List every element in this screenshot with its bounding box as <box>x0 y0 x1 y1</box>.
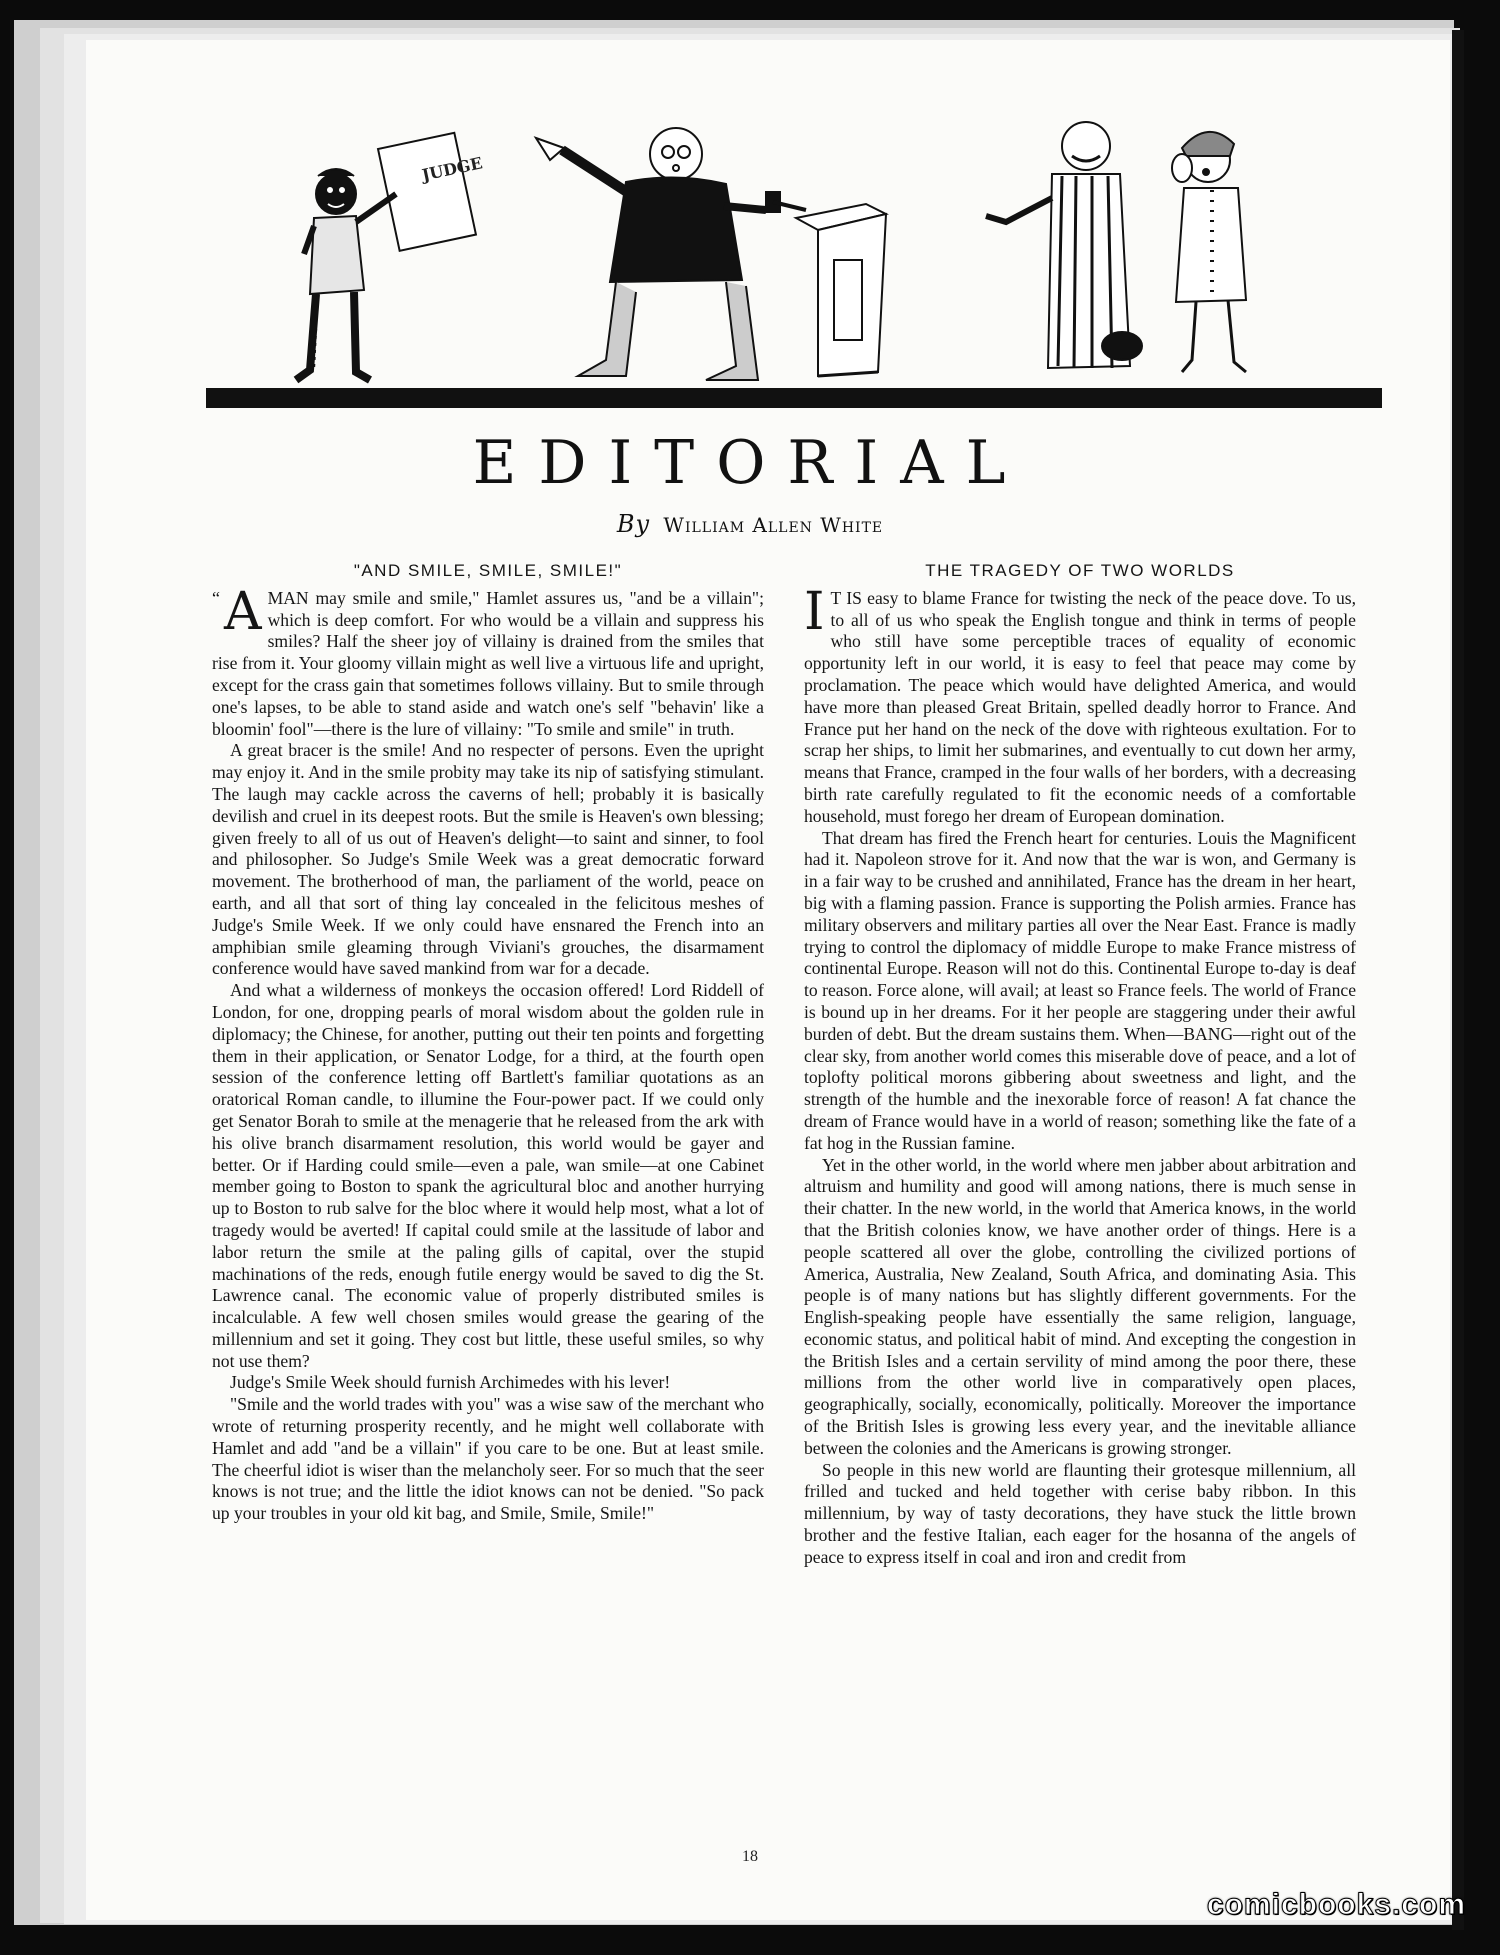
lead-text: T IS easy to blame France for twisting the neck of the peace dove. To us, to all of us who speak the English tongue and think in terms of people who still have some perceptible traces of equality of economic opportunity left in our world, it is easy to feel that peace may come by proclamation. The peace which would have delighted America, and would have more than pleased Great Britain, spelled deadly horror to France. And France put her hand on the neck of the dove with righteous exultation. For to scrap her ships, to limit her submarines, and eventually to cut down her army, means that France, cramped in the four walls of her borders, with a decreasing birth rate carefully regulated to fit the economic needs of a comfortable household, must forego her dream of European domination. <box>804 587 1356 826</box>
paragraph: Judge's Smile Week should furnish Archimedes with his lever! <box>230 1372 671 1393</box>
paragraph: So people in this new world are flaunting their grotesque millennium, all frilled and tucked and held together with cerise baby ribbon. In this millennium, by way of tasty decorations, they have stuck the little brown brother and the festive Italian, each eager for the hosanna of the angels of peace to express itself in coal and iron and credit from <box>804 1459 1356 1567</box>
left-column <box>212 560 764 1525</box>
lead-text: MAN may smile and smile," Hamlet assures us, "and be a villain"; which is deep comfort. For who would be a villain and suppress his smiles? Half the sheer joy of villainy is drained from the smiles that rise from it. Your gloomy villain might as well live a virtuous life and upright, except for the crass gain that sometimes follows villainy. But to smile through one's lapses, to be able to stand aside and watch one's self "behavin' like a bloomin' fool"—there is the lure of villainy: "To smile and smile" in truth. <box>212 587 764 739</box>
paragraph: A great bracer is the smile! And no respecter of persons. Even the upright may enjoy it. And in the smile probity may take its nip of satisfying stimulant. The laugh may cackle across the caverns of hell; probably it is basically devilish and cruel in its deepest roots. But the smile is Heaven's own blessing; given freely to all of us out of Heaven's delight—to saint and sinner, to fool and philosopher. So Judge's Smile Week was a great democratic forward movement. The brotherhood of man, the parliament of the world, peace on earth, and all that sort of thing lay concealed in the felicitous meshes of Judge's Smile Week. If we only could have ensnared the French into an amphibian smile gleaming through Viviani's grouches, the disarmament conference would have saved mankind from war for a decade. <box>212 740 764 979</box>
author-name: William Allen White <box>663 513 884 537</box>
speaker-figure <box>536 128 886 380</box>
cartoon-sign-text: JUDGE <box>420 153 485 185</box>
paragraph: Yet in the other world, in the world where men jabber about arbitration and altruism and humility and good will among nations, there is much sense in their chatter. In the new world, in the world that America knows, in the world that the British colonies know, we have another order of things. Here is a people scattered all over the globe, controlling the civilized portions of America, Australia, New Zealand, South Africa, and dominating Asia. This people is of many nations but has slightly different governments. For the English-speaking people have essentially the same religion, language, economic status, and political habit of mind. And excepting the congestion in the British Isles and a certain servility of mind among the poor there, these millions from the other world live in comparatively open places, geographically, socially, economically, politically. Moreover the importance of the British Isles is growing less every year, and the inevitable alliance between the colonies and the Americans is growing stronger. <box>804 1154 1356 1458</box>
byline <box>0 510 1500 538</box>
paragraph: "Smile and the world trades with you" was a wise saw of the merchant who wrote of returning prosperity recently, and he might well collaborate with Hamlet and add "and be a villain" if you care to be one. But at least smile. The cheerful idiot is wiser than the melancholy seer. For so much that the seer knows is not true; and the little the idiot knows can not be denied. "So pack up your troubles in your old kit bag, and Smile, Smile, Smile!" <box>212 1394 764 1524</box>
left-column-lead-paragraph <box>212 581 764 741</box>
paragraph: And what a wilderness of monkeys the occasion offered! Lord Riddell of London, for one, dropping pearls of moral wisdom about the golden rule in diplomacy; the Chinese, for another, putting out their ten points and forgetting them in their application, or Senator Lodge, for a third, at the fourth open session of the conference letting off Bartlett's familiar quotations as an oratorical Roman candle, to illumine the Four-power pact. If we could only get Senator Borah to smile at the menagerie that he released from the ark with his olive branch disarmament resolution, this world would be gayer and better. Or if Harding could smile—even a pale, wan smile—at one Cabinet member going to Boston to spank the agricultural bloc and another hurrying up to Boston to rub salve for the bloc where it would help most, what a lot of tragedy would be averted! If capital could smile at the lassitude of labor and labor return the smile at the paling gills of capital, over the stupid machinations of the reds, enough futile energy would be saved to dig the St. Lawrence canal. The economic value of properly distributed smiles is incalculable. A few well chosen smiles would grease the gearing of the millennium and set it going. They cost but little, these useful smiles, so why not use them? <box>212 980 764 1371</box>
byline-prefix: By <box>616 510 651 538</box>
header-cartoon <box>206 110 1382 410</box>
right-column <box>804 560 1356 1569</box>
right-column-heading: THE TRAGEDY OF TWO WORLDS <box>925 561 1235 580</box>
drop-cap: I <box>804 581 825 642</box>
binding-edge <box>1452 30 1464 1930</box>
couple-figures <box>986 122 1246 372</box>
opening-quote: “ <box>212 587 220 608</box>
watermark: comicbooks.com <box>1206 1888 1466 1921</box>
page-number: 18 <box>742 1848 758 1865</box>
page-title: EDITORIAL <box>472 428 1028 498</box>
left-column-heading: "AND SMILE, SMILE, SMILE!" <box>353 561 623 580</box>
right-column-lead-paragraph <box>804 581 1356 828</box>
drop-cap: A <box>224 581 262 642</box>
paragraph: That dream has fired the French heart for centuries. Louis the Magnificent had it. Napoleon strove for it. And now that the war is won, and Germany is in a fair way to be crushed and annihilated, France has the dream in her heart, big with a flaming passion. France is supporting the Polish armies. France has military observers and military parties all over the Near East. France is madly trying to control the diplomacy of middle Europe to make France mistress of continental Europe. Reason will not do this. Continental Europe to-day is deaf to reason. Force alone, will avail; at least so France feels. The world of France is bound up in her dreams. For it her people are staggering under their awful burden of debt. But the dream sustains them. When—BANG—right out of the clear sky, from another world comes this miserable dove of peace, and a lot of toplofty political morons gibbering about sweetness and light, and the strength of the humble and the inexorable force of reason! A fat chance the dream of France would have in a world of reason; something like the fate of a fat hog in the Russian famine. <box>804 827 1356 1153</box>
